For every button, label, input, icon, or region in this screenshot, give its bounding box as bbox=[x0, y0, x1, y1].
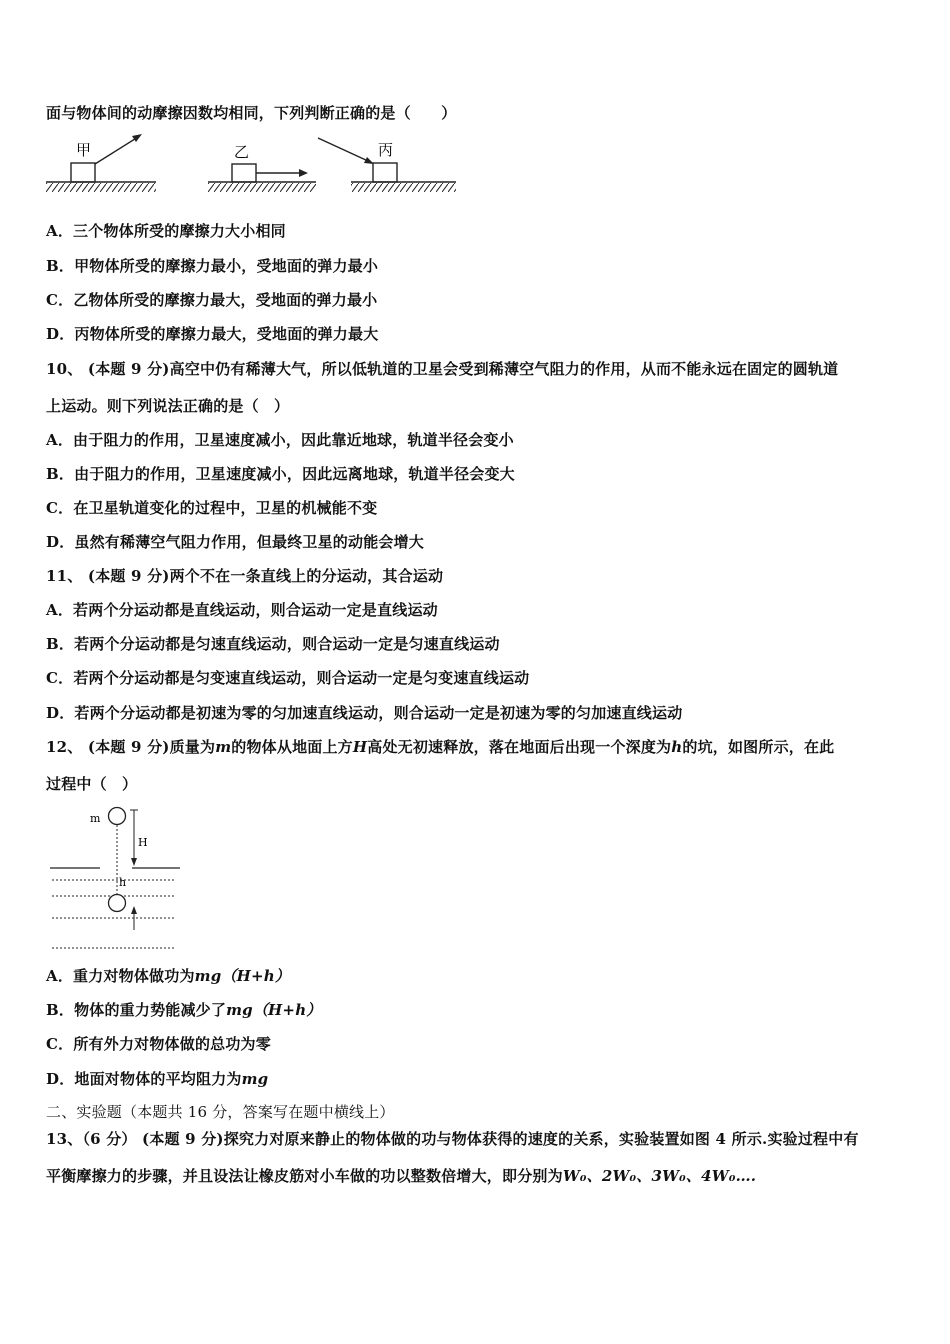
q12-option-c: C．所有外力对物体做的总功为零 bbox=[46, 1035, 271, 1053]
ball-bottom bbox=[109, 895, 126, 912]
q10-option-c: C．在卫星轨道变化的过程中，卫星的机械能不变 bbox=[46, 499, 378, 517]
block-jia bbox=[71, 163, 95, 182]
label-jia: 甲 bbox=[76, 141, 92, 159]
q12-stem-line2: 过程中（ ） bbox=[46, 775, 138, 793]
q12-figure bbox=[46, 800, 186, 955]
q9-stem: 面与物体间的动摩擦因数均相同，下列判断正确的是（ ） bbox=[46, 104, 457, 122]
q11-option-a: A．若两个分运动都是直线运动，则合运动一定是直线运动 bbox=[46, 601, 438, 619]
q12-option-d: D．地面对物体的平均阻力为mg bbox=[46, 1070, 269, 1088]
block-yi bbox=[232, 164, 256, 182]
q10-option-b: B．由于阻力的作用，卫星速度减小，因此远离地球，轨道半径会变大 bbox=[46, 465, 515, 483]
q12-option-b: B．物体的重力势能减少了mg（H+h） bbox=[46, 1001, 322, 1019]
force-arrow-bing bbox=[318, 138, 368, 161]
label-yi: 乙 bbox=[234, 143, 250, 161]
q9-option-d: D．丙物体所受的摩擦力最大，受地面的弹力最大 bbox=[46, 325, 379, 343]
section2-title: 二、实验题（本题共 16 分，答案写在题中横线上） bbox=[46, 1103, 395, 1121]
block-bing bbox=[373, 163, 397, 182]
q11-stem: 11、 (本题 9 分)两个不在一条直线上的分运动，其合运动 bbox=[46, 567, 444, 585]
q10-option-a: A．由于阻力的作用，卫星速度减小，因此靠近地球，轨道半径会变小 bbox=[46, 431, 514, 449]
q9-option-c: C．乙物体所受的摩擦力最大，受地面的弹力最小 bbox=[46, 291, 378, 309]
label-h: h bbox=[119, 876, 127, 889]
q10-option-d: D．虽然有稀薄空气阻力作用，但最终卫星的动能会增大 bbox=[46, 533, 425, 551]
q13-stem-line1: 13、（6 分） (本题 9 分)探究力对原来静止的物体做的功与物体获得的速度的关系，实验装置如图 4 所示.实验过程中有 bbox=[46, 1130, 859, 1148]
q12-stem-line1: 12、 (本题 9 分)质量为m的物体从地面上方H高处无初速释放，落在地面后出现一个深度为h的坑，如图所示，在此 bbox=[46, 738, 835, 756]
q10-stem-line2: 上运动。则下列说法正确的是（ ） bbox=[46, 397, 290, 415]
label-H: H bbox=[138, 836, 148, 849]
label-m: m bbox=[90, 812, 101, 825]
q9-option-b: B．甲物体所受的摩擦力最小，受地面的弹力最小 bbox=[46, 257, 379, 275]
ball-top bbox=[109, 808, 126, 825]
q11-option-d: D．若两个分运动都是初速为零的匀加速直线运动，则合运动一定是初速为零的匀加速直线运动 bbox=[46, 704, 683, 722]
label-bing: 丙 bbox=[378, 141, 394, 159]
q13-stem-line2: 平衡摩擦力的步骤，并且设法让橡皮筋对小车做的功以整数倍增大，即分别为W₀、2W₀、3W₀、4W₀…. bbox=[46, 1167, 757, 1185]
q9-figure bbox=[46, 128, 466, 196]
q10-stem-line1: 10、 (本题 9 分)高空中仍有稀薄大气，所以低轨道的卫星会受到稀薄空气阻力的作用，从而不能永远在固定的圆轨道 bbox=[46, 360, 839, 378]
q9-option-a: A．三个物体所受的摩擦力大小相同 bbox=[46, 222, 286, 240]
q12-option-a: A．重力对物体做功为mg（H+h） bbox=[46, 967, 291, 985]
force-arrow-jia bbox=[95, 137, 138, 164]
q11-option-c: C．若两个分运动都是匀变速直线运动，则合运动一定是匀变速直线运动 bbox=[46, 669, 530, 687]
q11-option-b: B．若两个分运动都是匀速直线运动，则合运动一定是匀速直线运动 bbox=[46, 635, 500, 653]
